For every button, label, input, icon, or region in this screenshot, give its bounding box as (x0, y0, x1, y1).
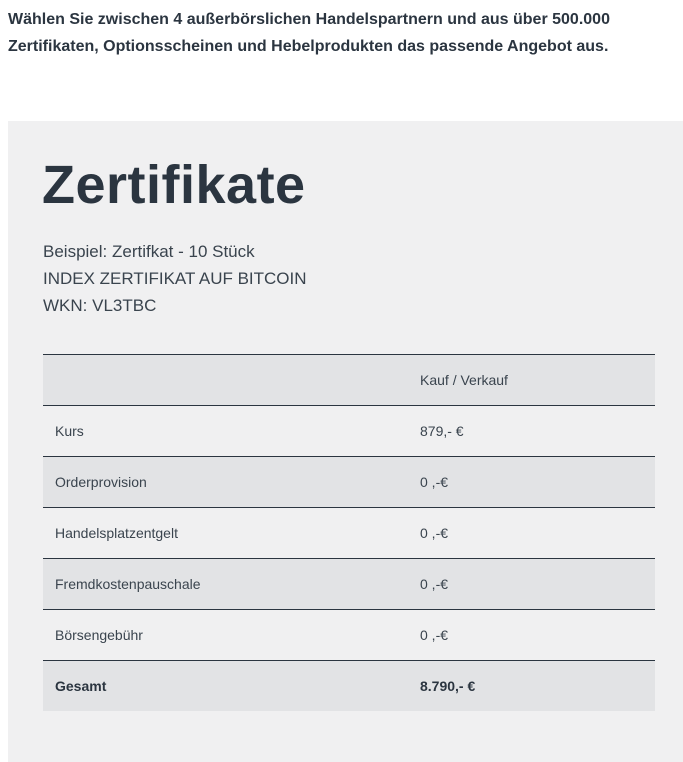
row-label: Orderprovision (55, 474, 147, 490)
table-row-orderprovision (43, 457, 655, 508)
total-label: Gesamt (55, 678, 107, 694)
card-title: Zertifikate (42, 155, 306, 215)
row-value: 0 ,-€ (420, 627, 449, 643)
header-value-cell: Kauf / Verkauf (420, 372, 508, 388)
table-row-handelsplatzentgelt (43, 508, 655, 559)
row-value: 0 ,-€ (420, 474, 449, 490)
table-row-boersengebuehr (43, 610, 655, 661)
example-line-product: Beispiel: Zertifkat - 10 Stück (43, 242, 255, 261)
table-row-fremdkostenpauschale (43, 559, 655, 610)
intro-text: Wählen Sie zwischen 4 außerbörslichen Handelspartnern und aus über 500.000 Zertifikaten, Optionsscheinen und Hebelprodukten das passende Angebot aus. (8, 11, 610, 55)
row-label: Handelsplatzentgelt (55, 525, 178, 541)
example-description (43, 238, 307, 319)
example-line-wkn: WKN: VL3TBC (43, 296, 157, 315)
row-label: Fremdkostenpauschale (55, 576, 201, 592)
table-header-row (43, 355, 655, 406)
table-row-kurs (43, 406, 655, 457)
row-value: 0 ,-€ (420, 525, 449, 541)
example-line-name: INDEX ZERTIFIKAT AUF BITCOIN (43, 269, 307, 288)
row-label: Börsengebühr (55, 627, 143, 643)
row-label: Kurs (55, 423, 84, 439)
table-row-gesamt (43, 661, 655, 711)
row-value: 879,- € (420, 423, 464, 439)
cost-table (43, 354, 655, 711)
total-value: 8.790,- € (420, 678, 476, 694)
zertifikate-card (8, 121, 683, 762)
row-value: 0 ,-€ (420, 576, 449, 592)
